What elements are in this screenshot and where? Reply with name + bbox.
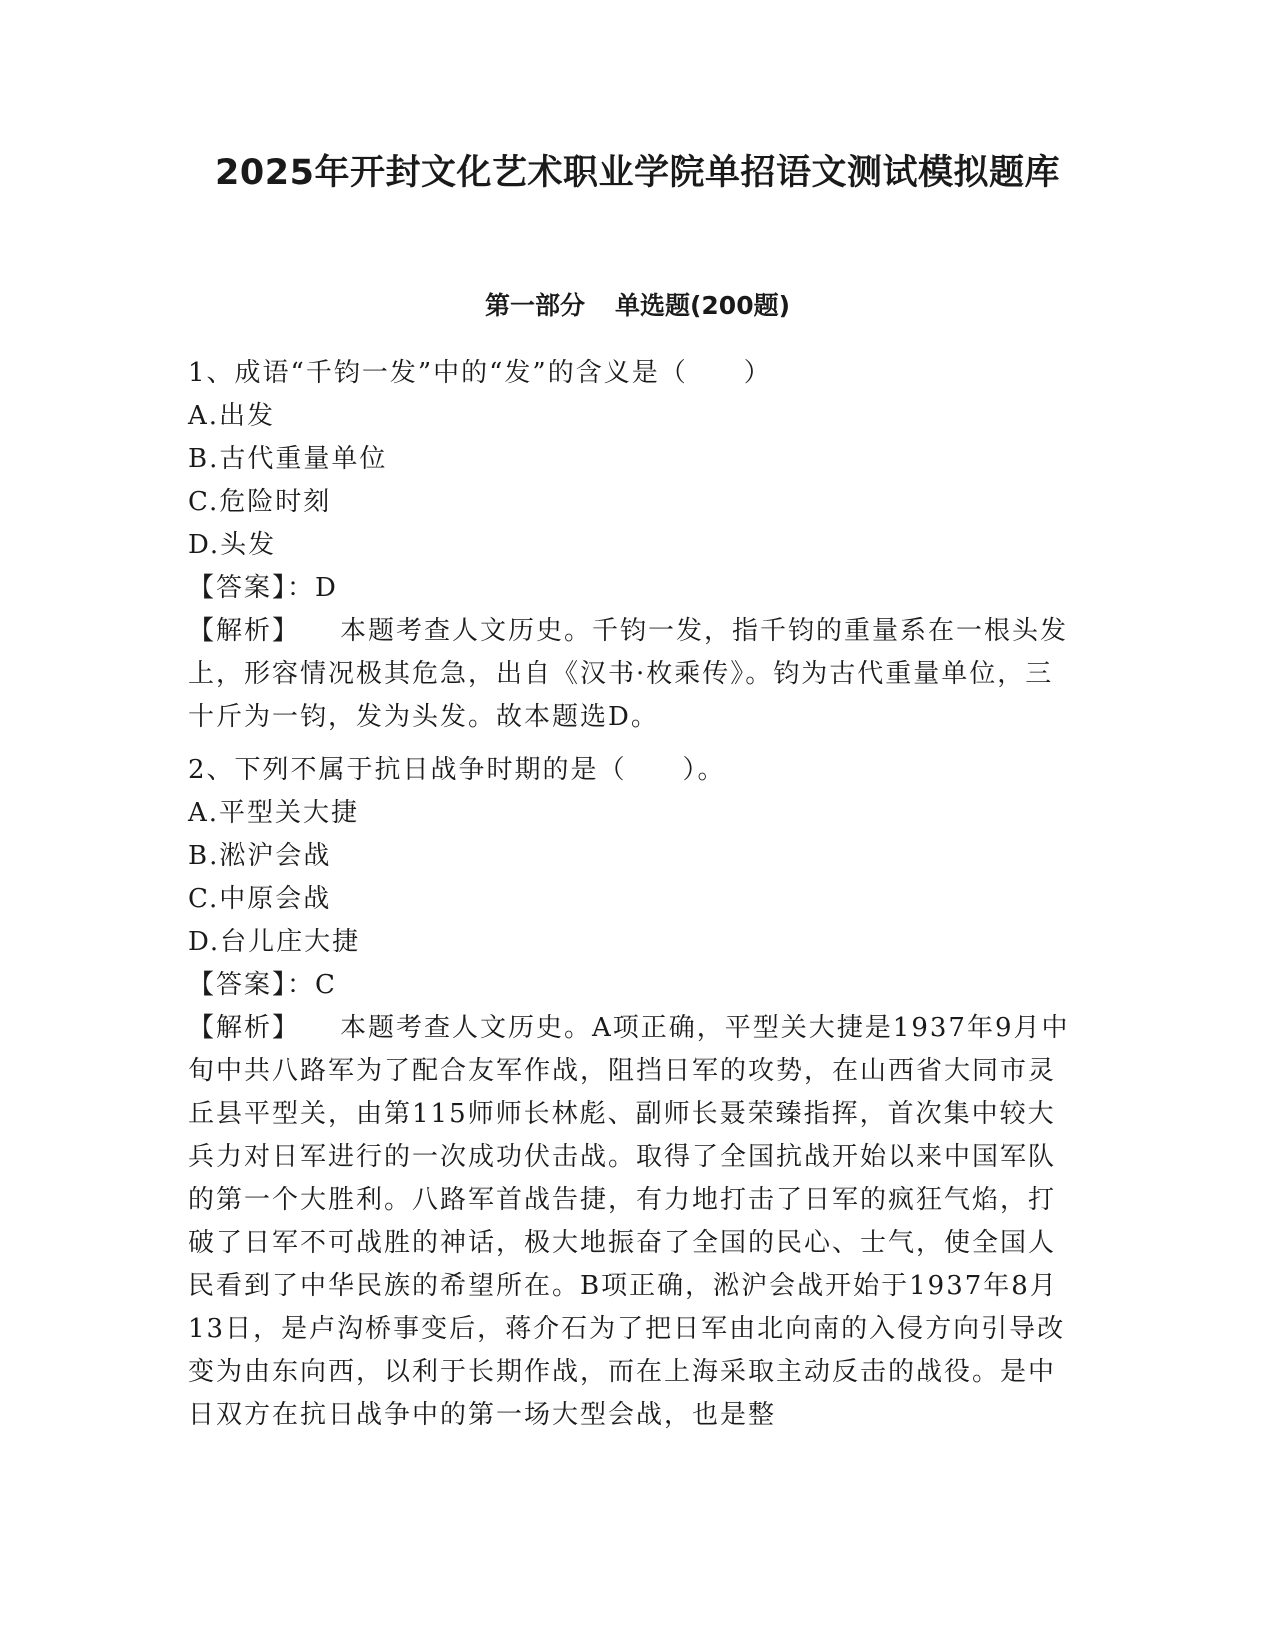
analysis-text: 本题考查人文历史。A项正确，平型关大捷是1937年9月中旬中共八路军为了配合友军作战，阻挡日军的攻势，在山西省大同市灵丘县平型关，由第115师师长林彪、副师长聂荣臻指挥，首次集中较大兵力对日军进行的一次成功伏击战。取得了全国抗战开始以来中国军队的第一个大胜利。八路军首战告捷，有力地打击了日军的疯狂气焰，打破了日军不可战胜的神话，极大地振奋了全国的民心、士气，使全国人民看到了中华民族的希望所在。B项正确，淞沪会战开始于1937年8月13日，是卢沟桥事变后，蒋介石为了把日军由北向南的入侵方向引导改变为由东向西，以利于长期作战，而在上海采取主动反击的战役。是中日双方在抗日战争中的第一场大型会战，也是整 [188, 1013, 1070, 1430]
analysis-text: 本题考查人文历史。千钧一发，指千钧的重量系在一根头发上，形容情况极其危急，出自《汉书·枚乘传》。钧为古代重量单位，三十斤为一钧，发为头发。故本题选D。 [188, 616, 1069, 732]
analysis-label: 【解析】 [188, 1013, 301, 1043]
document-title: 2025年开封文化艺术职业学院单招语文测试模拟题库 [215, 153, 1060, 193]
question-stem: 1、成语“千钧一发”中的“发”的含义是（ ） [188, 358, 772, 388]
answer-label: 【答案】： [188, 573, 316, 603]
answer-value: D [315, 573, 338, 603]
answer-label: 【答案】： [188, 970, 316, 1000]
analysis-paragraph [188, 610, 1073, 739]
option-a: A.出发 [188, 401, 276, 431]
answer-line [188, 964, 1073, 1007]
option-b: B.古代重量单位 [188, 444, 388, 474]
answer-line [188, 567, 1073, 610]
option-c: C.中原会战 [188, 884, 332, 914]
section-heading [0, 288, 1275, 324]
analysis-paragraph [188, 1007, 1073, 1437]
section-name: 单选题(200题) [614, 291, 791, 320]
option-a: A.平型关大捷 [188, 798, 360, 828]
option-d: D.头发 [188, 530, 277, 560]
question-list [188, 352, 1073, 1447]
analysis-label: 【解析】 [188, 616, 301, 646]
option-c: C.危险时刻 [188, 487, 332, 517]
answer-value: C [315, 970, 337, 1000]
question-2 [188, 749, 1073, 1437]
question-stem: 2、下列不属于抗日战争时期的是（ ）。 [188, 755, 726, 785]
section-part: 第一部分 [484, 291, 585, 320]
option-b: B.淞沪会战 [188, 841, 332, 871]
option-d: D.台儿庄大捷 [188, 927, 361, 957]
question-1 [188, 352, 1073, 739]
